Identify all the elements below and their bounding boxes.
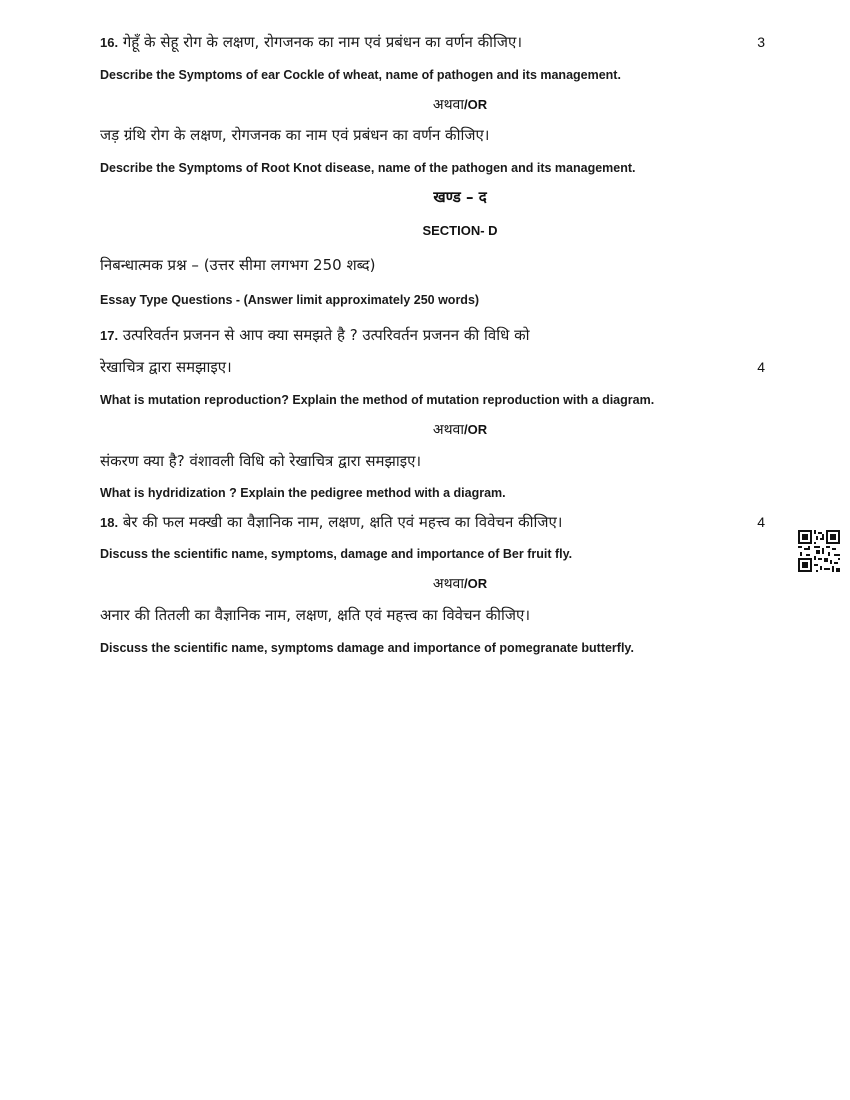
- q16-alt-hindi: जड़ ग्रंथि रोग के लक्षण, रोगजनक का नाम एवं प्रबंधन का वर्णन कीजिए।: [100, 126, 490, 144]
- section-instruction-hindi: निबन्धात्मक प्रश्न – (उत्तर सीमा लगभग 250 शब्द): [100, 256, 376, 274]
- q17-or-hindi: अथवा: [432, 422, 464, 438]
- q17-alt-english: What is hydridization ? Explain the pedigree method with a diagram.: [100, 486, 506, 500]
- q18-marks: 4: [757, 514, 765, 530]
- q17-alt-hindi: संकरण क्या है? वंशावली विधि को रेखाचित्र द्वारा समझाइए।: [100, 452, 422, 470]
- section-title-english: SECTION- D: [422, 223, 498, 238]
- q18-number: 18.: [100, 515, 119, 530]
- q17-marks: 4: [757, 359, 765, 375]
- q18-or-english: /OR: [463, 576, 488, 591]
- q18-or-hindi: अथवा: [432, 576, 464, 592]
- q17-hindi-text: उत्परिवर्तन प्रजनन से आप क्या समझते है ? उत्परिवर्तन प्रजनन की विधि को: [122, 326, 530, 344]
- q16-marks: 3: [757, 34, 765, 50]
- q18-or-divider: [100, 573, 820, 593]
- q18-hindi-text: बेर की फल मक्खी का वैज्ञानिक नाम, लक्षण, क्षति एवं महत्त्व का विवेचन कीजिए।: [122, 513, 563, 531]
- qr-code-icon: [798, 530, 840, 572]
- q16-hindi-text: गेहूँ के सेहू रोग के लक्षण, रोगजनक का नाम एवं प्रबंधन का वर्णन कीजिए।: [122, 33, 523, 51]
- section-title-hindi: खण्ड – द: [433, 188, 487, 206]
- q16-or-english: /OR: [463, 97, 488, 112]
- q16-or-hindi: अथवा: [432, 97, 464, 113]
- q16-or-divider: [100, 94, 820, 114]
- q16-hindi: [100, 32, 760, 53]
- q18-hindi: [100, 512, 760, 533]
- q16-english: Describe the Symptoms of ear Cockle of wheat, name of pathogen and its management.: [100, 68, 621, 82]
- q17-or-divider: [100, 419, 820, 439]
- q17-english: What is mutation reproduction? Explain the method of mutation reproduction with a diagram.: [100, 393, 655, 407]
- q18-alt-english: Discuss the scientific name, symptoms damage and importance of pomegranate butterfly.: [100, 641, 634, 655]
- q16-alt-english: Describe the Symptoms of Root Knot disease, name of the pathogen and its management.: [100, 161, 636, 175]
- q17-number: 17.: [100, 328, 119, 343]
- q17-hindi-line2: रेखाचित्र द्वारा समझाइए।: [100, 358, 232, 376]
- section-instruction-english: Essay Type Questions - (Answer limit approximately 250 words): [100, 293, 480, 307]
- q18-alt-hindi: अनार की तितली का वैज्ञानिक नाम, लक्षण, क्षति एवं महत्त्व का विवेचन कीजिए।: [100, 606, 531, 624]
- q18-english: Discuss the scientific name, symptoms, damage and importance of Ber fruit fly.: [100, 547, 573, 561]
- q16-number: 16.: [100, 35, 119, 50]
- q17-or-english: /OR: [463, 422, 488, 437]
- q17-hindi-line1: [100, 325, 760, 346]
